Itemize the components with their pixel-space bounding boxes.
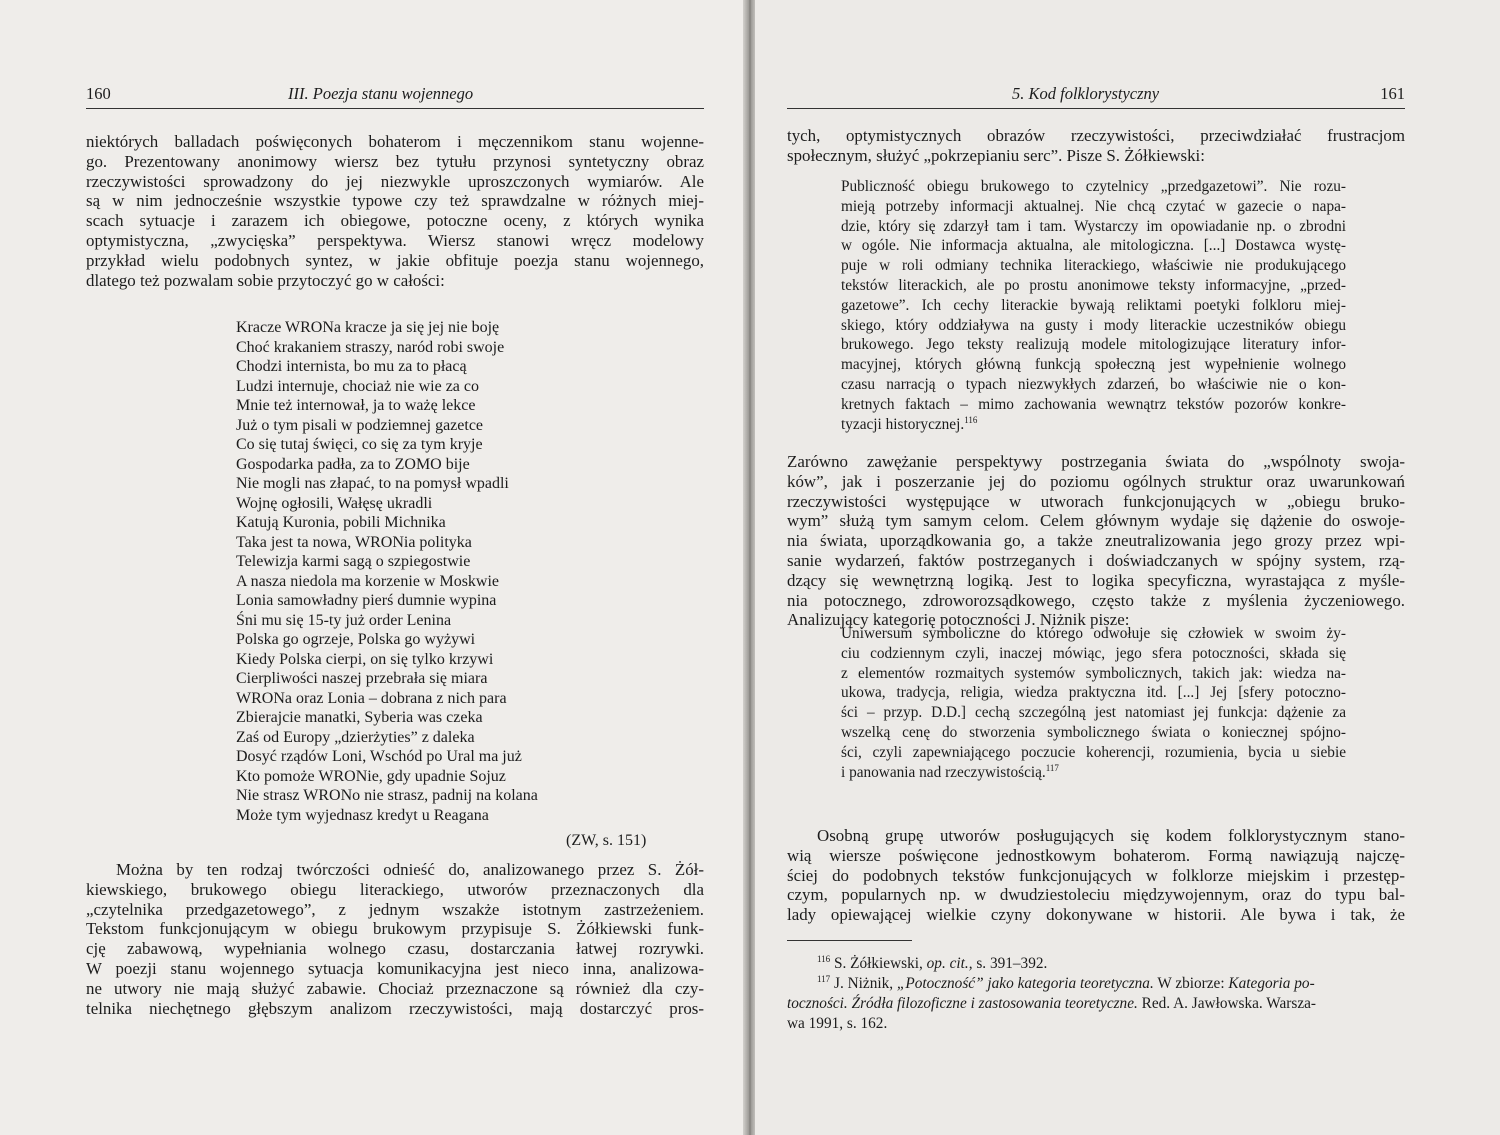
poem-line: Już o tym pisali w podziemnej gazetce — [236, 416, 484, 434]
poem-line: Choć krakaniem straszy, naród robi swoje — [236, 338, 505, 356]
poem-line: Chodzi internista, bo mu za to płacą — [236, 358, 467, 375]
right-para-1 — [787, 126, 1405, 166]
quote-line: z elementów rozmaitych systemów symbolicznych, takich jak: wiedza na- — [841, 664, 1346, 682]
right-running-head — [787, 84, 1405, 108]
footnote-rule — [787, 940, 912, 941]
text-line: dlatego też pozwalam sobie przytoczyć go w całości: — [86, 270, 445, 290]
text-line: lady opiewającej wielkie czyny dokonywane w historii. Ale bywa i tak, że — [787, 905, 1405, 925]
quote-line: tyzacji historycznej.$^{116}$ — [841, 414, 978, 433]
page-number: 161 — [1380, 84, 1405, 103]
footnotes — [787, 954, 1405, 1034]
quote-line: ukowa, tradycja, religia, wiedza praktyczna itd. [...] Jej [sfery potoczno- — [841, 684, 1346, 702]
poem-line: Śni mu się 15-ty już order Lenina — [236, 611, 452, 629]
quote-line: puje w roli odmiany technika literackiego, właściwie nie produkującego — [841, 257, 1346, 275]
quote-line: czasu narracją o typach niezwykłych zdarzeń, bo właściwie nie o kon- — [841, 375, 1346, 393]
text-line: Analizujący kategorię potoczności J. Niżnik pisze: — [787, 610, 1130, 630]
poem-line: Kto pomoże WRONie, gdy upadnie Sojuz — [236, 767, 506, 785]
running-head-title: III. Poezja stanu wojennego — [288, 84, 474, 103]
text-line: „czytelnika przedgazetowego”, z jednym wszakże istotnym zastrzeżeniem. — [86, 899, 704, 919]
quote-line: Uniwersum symboliczne do którego odwołuje się człowiek w swoim ży- — [841, 625, 1346, 642]
quote-line: w ogóle. Nie informacja aktualna, ale mitologiczna. [...] Dostawca wystę- — [841, 237, 1346, 255]
running-head-title: 5. Kod folklorystyczny — [1012, 84, 1160, 103]
poem-line: Cierpliwości naszej przebrała się miara — [236, 670, 488, 687]
quote-line: gazetowe”. Ich cechy literackie bywają reliktami poetyki folkloru miej- — [841, 296, 1346, 314]
text-line: czym, popularnych np. w dwudziestoleciu międzywojennym, oraz do typu bal- — [787, 885, 1405, 905]
header-rule — [86, 108, 704, 109]
quote-line: mieją potrzeby informacji aktualnej. Nie chcą czytać w gazecie o napa- — [841, 197, 1346, 215]
poem-line: Zbierajcie manatki, Syberia was czeka — [236, 709, 483, 726]
quote-line: i panowania nad rzeczywistością.$^{117}$ — [841, 762, 1059, 781]
footnote-ref-117: 117 — [1045, 762, 1059, 773]
header-rule — [787, 108, 1405, 109]
right-page — [755, 0, 1500, 1135]
text-line: kiewskiego, brukowego obiegu literackiego, utworów przeznaczonych dla — [86, 879, 704, 899]
poem-line: Telewizja karmi sagą o szpiegostwie — [236, 553, 471, 570]
text-line: społecznym, służyć „pokrzepianiu serc”. Pisze S. Żółkiewski: — [787, 145, 1205, 165]
block-quote-zolkiewski — [841, 177, 1346, 434]
text-line: przykład wielu podobnych syntez, w jakie obfituje poezja stanu wojennego, — [86, 250, 704, 270]
text-line: tych, optymistycznych obrazów rzeczywistości, przeciwdziałać frustracjom — [787, 126, 1405, 145]
text-line: rzeczywistości sprowadzony do jej niezwykle uproszczonych wymiarów. Ale — [86, 171, 704, 191]
text-line: go. Prezentowany anonimowy wiersz bez tytułu przynosi syntetyczny obraz — [86, 151, 704, 171]
text-line: ków”, jak i poszerzanie jej do poziomu ogólnych struktur oraz uwarunkowań — [787, 471, 1405, 491]
left-page — [0, 0, 745, 1135]
text-line: Osobną grupę utworów posługujących się kodem folklorystycznym stano- — [817, 826, 1405, 845]
text-line: rzeczywistości występujące w utworach funkcjonujących w „obiegu bruko- — [787, 491, 1405, 511]
poem-line: Nie strasz WRONo nie strasz, padnij na kolana — [236, 787, 538, 804]
text-line: scach sytuacje i zarazem ich obiegowe, potoczne oceny, z których wynika — [86, 211, 704, 231]
text-line: Można by ten rodzaj twórczości odnieść do, analizowanego przez S. Żół- — [116, 860, 704, 879]
text-line: telnika niechętnego głębszym analizom rzeczywistości, mają dostarczyć pros- — [86, 998, 704, 1018]
poem-line: Nie mogli nas złapać, to na pomysł wpadli — [236, 475, 509, 492]
page-number: 160 — [86, 84, 111, 103]
poem-line: Może tym wyjednasz kredyt u Reagana — [236, 806, 489, 824]
poem-line: Lonia samowładny pierś dumnie wypina — [236, 592, 497, 609]
text-line: Tekstom funkcjonującym w obiegu brukowym przypisuje S. Żółkiewski funk- — [86, 919, 704, 939]
poem-line: WRONa oraz Lonia – dobrana z nich para — [236, 689, 507, 707]
poem-source: (ZW, s. 151) — [566, 832, 647, 849]
text-line: optymistyczna, „zwycięska” perspektywa. Wiersz stanowi wręcz modelowy — [86, 230, 704, 250]
text-line: ściej do podobnych tekstów funkcjonujących w folklorze miejskim i przestęp- — [787, 865, 1405, 885]
text-line: są w nim jednocześnie wszystkie typowe czy też sprawdzalne w różnych miej- — [86, 191, 704, 211]
quote-line: tekstów literackich, ale po prostu anonimowe teksty informacyjne, „przed- — [841, 276, 1346, 294]
text-line: niektórych balladach poświęconych bohaterom i męczennikom stanu wojenne- — [86, 132, 704, 151]
quote-line: skiego, który oddziaływa na gusty i mody literackie uczestników obiegu — [841, 316, 1346, 334]
text-line: wią wiersze poświęcone jednostkowym bohaterom. Formą nawiązują najczę- — [787, 845, 1405, 865]
poem-line: Mnie też internował, ja to ważę lekce — [236, 397, 476, 414]
block-quote-niznik — [841, 624, 1346, 782]
quote-line: ciu codziennym czyli, inaczej mówiąc, jego sfera potoczności, składa się — [841, 644, 1346, 662]
quote-line: ści, czyli zapewniającego poczucie koherencji, rozumienia, bycia u siebie — [841, 743, 1346, 761]
quote-line: brukowego. Jego teksty realizują modele mitologizujące literatury infor- — [841, 336, 1346, 354]
text-line: wym” służą tym samym celom. Celem głównym wydaje się dążenie do oswoje- — [787, 511, 1405, 531]
right-para-2 — [787, 452, 1405, 630]
text-line: sanie wydarzeń, faktów postrzeganych i doświadczanych w spójny system, rzą- — [787, 550, 1405, 570]
footnote-116: $^{116}$ S. Żółkiewski, op. cit., s. 391–392. — [817, 954, 1048, 972]
poem-line: Wojnę ogłosili, Wałęsę ukradli — [236, 494, 433, 512]
text-line: nia potocznego, zdroworozsądkowego, często także z myślenia życzeniowego. — [787, 590, 1405, 610]
poem-line: Dosyć rządów Loni, Wschód po Ural ma już — [236, 748, 522, 765]
text-line: W poezji stanu wojennego sytuacja komunikacyjna jest nieco inna, analizowa- — [86, 958, 704, 978]
quote-line: Publiczność obiegu brukowego to czytelnicy „przedgazetowi”. Nie rozu- — [841, 178, 1346, 195]
poem-line: Ludzi internuje, chociaż nie wie za co — [236, 377, 479, 395]
poem — [236, 318, 538, 825]
right-para-3 — [787, 826, 1405, 925]
quote-line: macyjnej, których główną funkcją społeczną jest wypełnienie wolnego — [841, 356, 1346, 374]
quote-line: dzie, który się zdarzył tam i tam. Wystarczy im opowiadanie np. o zbrodni — [841, 217, 1346, 235]
text-line: nia świata, uporządkowania go, a także zneutralizowania jego grozy przez wpi- — [787, 531, 1405, 551]
left-para-1 — [86, 132, 704, 290]
left-para-2 — [86, 860, 704, 1018]
poem-line: Kracze WRONa kracze ja się jej nie boję — [236, 319, 500, 336]
text-line: ne utwory nie mają służyć zabawie. Chociaż przeznaczone są również dla czy- — [86, 978, 704, 998]
poem-line: Gospodarka padła, za to ZOMO bije — [236, 455, 470, 473]
text-line: dzący się wewnętrzną logiką. Jest to logika specyficzna, wyrastająca z myśle- — [787, 570, 1405, 590]
poem-line: A nasza niedola ma korzenie w Moskwie — [236, 572, 500, 590]
text-line: Zarówno zawężanie perspektywy postrzegania świata do „wspólnoty swoja- — [787, 452, 1405, 471]
left-running-head — [86, 84, 704, 108]
quote-line: wszelką cenę do stworzenia symbolicznego świata o koniecznej spójno- — [841, 723, 1346, 741]
text-line: cję zabawową, wypełniania wolnego czasu, dostarczania łatwej rozrywki. — [86, 939, 704, 959]
poem-line: Katują Kuronia, pobili Michnika — [236, 514, 446, 531]
quote-line: kretnych faktach – mimo zachowania wewnątrz tekstów pozorów konkre- — [841, 395, 1346, 413]
poem-line: Taka jest ta nowa, WRONia polityka — [236, 533, 472, 551]
quote-line: ści – przyp. D.D.] cechą szczególną jest natomiast jej funkcja: dążenie za — [841, 704, 1346, 722]
poem-line: Kiedy Polska cierpi, on się tylko krzywi — [236, 650, 494, 668]
poem-line: Co się tutaj święci, co się za tym kryje — [236, 436, 483, 453]
poem-line: Zaś od Europy „dzierżyties” z daleka — [236, 728, 475, 746]
poem-line: Polska go ogrzeje, Polska go wyżywi — [236, 631, 476, 648]
footnote-117: $^{117}$ J. Niżnik, „Potoczność” jako kategoria teoretyczna. W zbiorze: Kategoria po- toczności. Źródła filozoficzne i zastosowania teoretyczne. Red. A. Jawłowska. Warsza- wa 1991, s. 162. — [787, 974, 1317, 1032]
footnote-ref-116: 116 — [964, 414, 978, 425]
